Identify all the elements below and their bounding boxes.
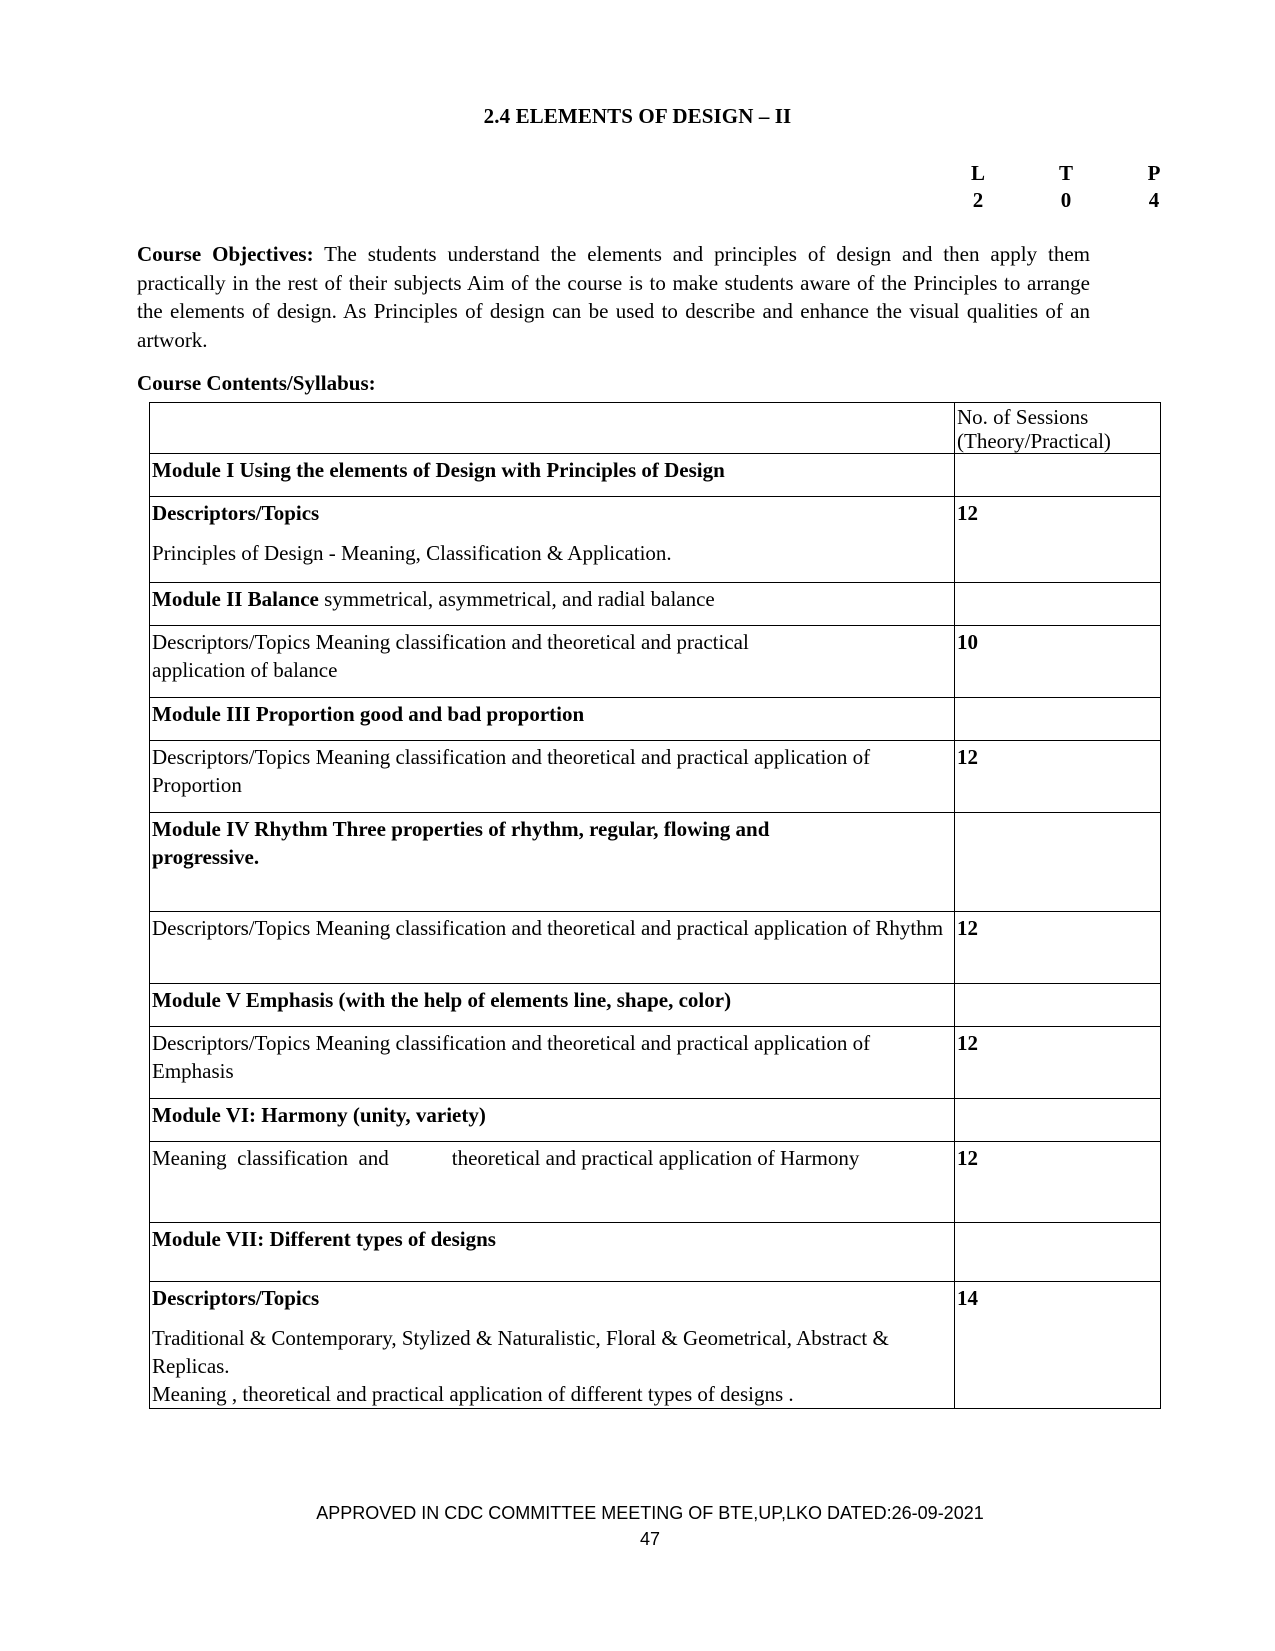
module2-desc: Descriptors/Topics Meaning classification and theoretical and practical application of balance: [150, 626, 955, 698]
module5-desc: Descriptors/Topics Meaning classification and theoretical and practical application of Emphasis: [150, 1027, 955, 1099]
module5-sessions: 12: [955, 1027, 1161, 1099]
sessions-header: No. of Sessions (Theory/Practical): [955, 403, 1161, 454]
approval-note: APPROVED IN CDC COMMITTEE MEETING OF BTE,UP,LKO DATED:26-09-2021: [316, 1503, 984, 1523]
ltp-header-t: T: [1058, 161, 1073, 185]
module6-title: Module VI: Harmony (unity, variety): [150, 1099, 955, 1142]
module2-title: [150, 583, 955, 626]
module4-sessions: 12: [955, 912, 1161, 984]
module1-sessions: 12: [955, 497, 1161, 583]
header-blank-cell: [150, 403, 955, 454]
module3-title-sessions: [955, 698, 1161, 741]
module1-title-sessions: [955, 454, 1161, 497]
ltp-value-row: [968, 187, 1164, 214]
page-title: 2.4 ELEMENTS OF DESIGN – II: [483, 104, 792, 128]
syllabus-table: [149, 402, 1161, 1409]
course-objectives: [137, 240, 1090, 354]
module5-desc-row: [150, 1027, 1161, 1099]
table-header-row: [150, 403, 1161, 454]
module3-row: [150, 698, 1161, 741]
objectives-text: The students understand the elements and principles of design and then apply them practically in the rest of their subjects Aim of the course is to make students aware of the Principles to arrange the elements of design. As Principles of design can be used to describe and enhance the visual qualities of an artwork.: [137, 242, 1091, 352]
ltp-value-p: 4: [1148, 188, 1160, 212]
module2-title-rest: symmetrical, asymmetrical, and radial balance: [318, 587, 715, 611]
module3-sessions: 12: [955, 741, 1161, 813]
ltp-value-t: 0: [1060, 188, 1072, 212]
module2-title-bold: Module II Balance: [152, 587, 319, 611]
module1-row: [150, 454, 1161, 497]
module7-title-sessions: [955, 1223, 1161, 1282]
module4-row: [150, 813, 1161, 912]
module7-sessions: 14: [955, 1282, 1161, 1409]
module3-desc: Descriptors/Topics Meaning classification and theoretical and practical application of Proportion: [150, 741, 955, 813]
module5-title-sessions: [955, 984, 1161, 1027]
module7-desc-row: [150, 1282, 1161, 1409]
module5-title: Module V Emphasis (with the help of elements line, shape, color): [150, 984, 955, 1027]
module6-title-sessions: [955, 1099, 1161, 1142]
module7-desc: [150, 1282, 955, 1409]
module7-desc-text1: Traditional & Contemporary, Stylized & Naturalistic, Floral & Geometrical, Abstract & Replicas.: [152, 1326, 889, 1378]
module6-desc-row: [150, 1142, 1161, 1223]
module5-row: [150, 984, 1161, 1027]
module7-desc-label: Descriptors/Topics: [152, 1286, 320, 1310]
module1-desc: [150, 497, 955, 583]
module1-desc-row: [150, 497, 1161, 583]
module6-row: [150, 1099, 1161, 1142]
ltp-credits: [968, 160, 1164, 214]
module4-title-sessions: [955, 813, 1161, 912]
module4-title: Module IV Rhythm Three properties of rhythm, regular, flowing and progressive.: [150, 813, 955, 912]
module3-desc-row: [150, 741, 1161, 813]
module2-desc-row: [150, 626, 1161, 698]
module3-title: Module III Proportion good and bad proportion: [150, 698, 955, 741]
module7-title: Module VII: Different types of designs: [150, 1223, 955, 1282]
module6-desc: Meaning classification and theoretical and practical application of Harmony: [150, 1142, 955, 1223]
module2-title-sessions: [955, 583, 1161, 626]
ltp-header-l: L: [970, 161, 985, 185]
module2-sessions: 10: [955, 626, 1161, 698]
contents-heading: Course Contents/Syllabus:: [137, 371, 376, 395]
objectives-label: Course Objectives:: [137, 242, 314, 266]
module6-sessions: 12: [955, 1142, 1161, 1223]
module1-desc-text: Principles of Design - Meaning, Classification & Application.: [152, 541, 672, 565]
ltp-value-l: 2: [972, 188, 984, 212]
module4-desc: Descriptors/Topics Meaning classification and theoretical and practical application of Rhythm: [150, 912, 955, 984]
ltp-header-p: P: [1147, 161, 1161, 185]
module2-row: [150, 583, 1161, 626]
module7-row: [150, 1223, 1161, 1282]
ltp-header-row: [968, 160, 1164, 187]
module4-desc-row: [150, 912, 1161, 984]
page-footer: [0, 1500, 1275, 1552]
page-number: 47: [639, 1529, 661, 1549]
module1-title: Module I Using the elements of Design with Principles of Design: [150, 454, 955, 497]
module1-desc-label: Descriptors/Topics: [152, 501, 320, 525]
module7-desc-text2: Meaning , theoretical and practical application of different types of designs .: [152, 1382, 794, 1406]
